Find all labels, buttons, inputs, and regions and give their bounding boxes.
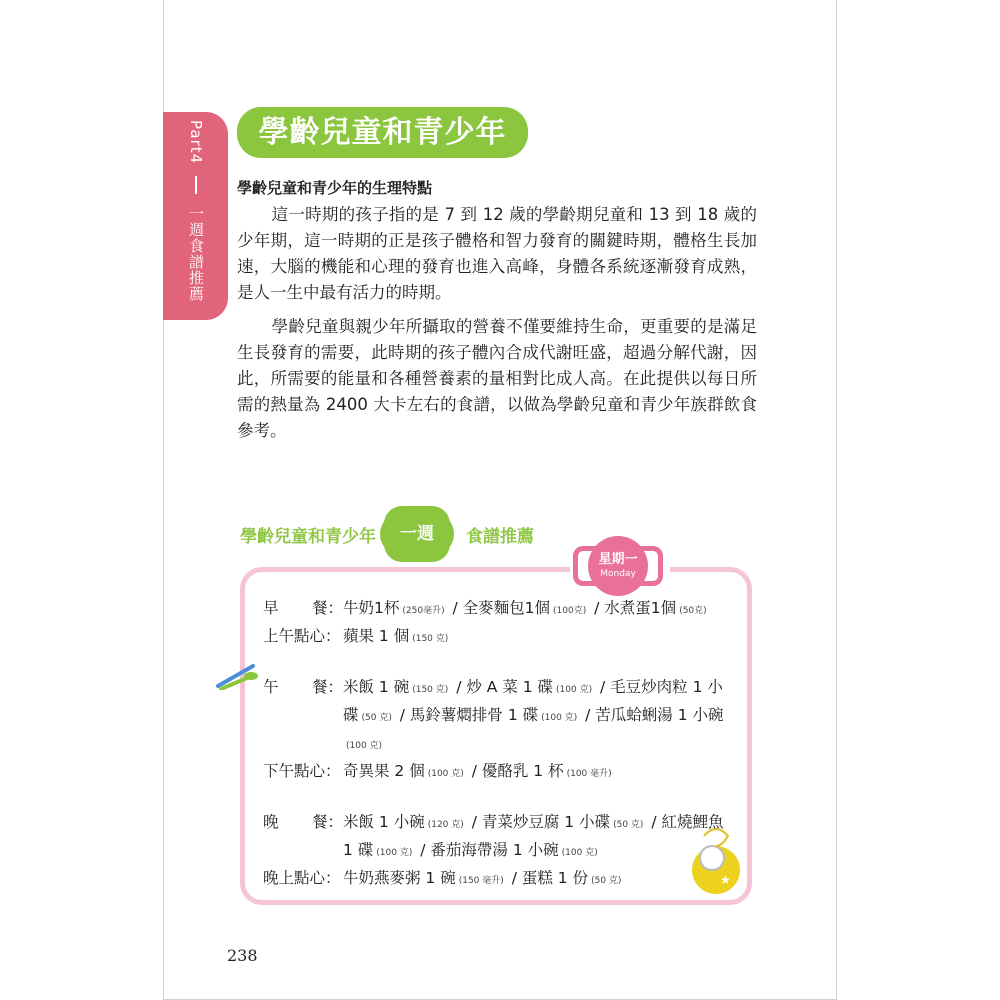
food-item: 奇異果 2 個 (343, 762, 425, 780)
meal-items (343, 759, 738, 787)
day-zh: 星期一 (598, 552, 638, 567)
meal-label-part: 早 (263, 599, 279, 617)
food-item: 米飯 1 碗 (343, 678, 410, 696)
portion-amount: (100 克) (427, 769, 464, 779)
portion-amount: (100 克) (346, 741, 383, 751)
section-heading: 學齡兒童和青少年的生理特點 (237, 179, 433, 197)
meal-items (343, 675, 738, 759)
meal-row (263, 866, 738, 894)
meal-label-part: 上午點心： (263, 627, 341, 645)
meal-label (263, 624, 343, 652)
meal-label-part: 餐： (311, 813, 343, 831)
portion-amount: (100 克) (376, 848, 413, 858)
food-item: / 毛豆炒肉粒 1 小碟 (343, 678, 723, 724)
meal-label-part: 晚上點心： (263, 869, 341, 887)
day-badge (588, 536, 648, 596)
portion-amount: (250毫升) (402, 606, 445, 616)
food-item: / 馬鈴薯燜排骨 1 碟 (394, 706, 539, 724)
page-number: 238 (227, 946, 258, 965)
menu-heading-post: 食譜推薦 (466, 526, 534, 547)
menu-heading-pre: 學齡兒童和青少年 (240, 526, 376, 547)
portion-amount: (100 克) (541, 713, 578, 723)
meal-row (263, 759, 738, 787)
food-item: / 苦瓜蛤蜊湯 1 小碗 (580, 706, 724, 724)
portion-amount: (100 毫升) (566, 769, 612, 779)
chapter-side-label (186, 120, 207, 302)
meal-label (263, 675, 343, 759)
food-item: 牛奶燕麥粥 1 碗 (343, 869, 456, 887)
portion-amount: (100 克) (561, 848, 598, 858)
meal-label-part: 晚 (263, 813, 279, 831)
portion-amount: (50 克) (361, 713, 392, 723)
portion-amount: (50克) (679, 606, 707, 616)
meal-items (343, 596, 738, 624)
day-en: Monday (600, 569, 636, 579)
meal-label-part: 餐： (311, 678, 343, 696)
meal-row (263, 596, 738, 624)
meal-items (343, 866, 738, 894)
portion-amount: (150 毫升) (458, 876, 504, 886)
meal-label (263, 810, 343, 866)
portion-amount: (150 克) (412, 634, 449, 644)
portion-amount: (50 克) (613, 820, 644, 830)
menu-heading (240, 512, 534, 556)
meal-items (343, 624, 738, 652)
meal-label-part: 午 (263, 678, 279, 696)
food-item: / 蛋糕 1 份 (506, 869, 589, 887)
portion-amount: (150 克) (412, 685, 449, 695)
week-cloud-badge: 一週 (380, 512, 454, 556)
svg-text:★: ★ (720, 873, 731, 887)
divider (195, 176, 197, 194)
meal-row (263, 810, 738, 866)
part-label: Part4 (187, 120, 205, 165)
food-item: / 全麥麵包1個 (447, 599, 551, 617)
section-label: 一週食譜推薦 (187, 205, 205, 302)
food-item: / 優酪乳 1 杯 (466, 762, 564, 780)
food-item: / 紅燒鯉魚 1 碟 (343, 813, 724, 859)
meal-items (343, 810, 738, 866)
portion-amount: (100 克) (556, 685, 593, 695)
portion-amount: (100克) (553, 606, 587, 616)
paragraph: 這一時期的孩子指的是 7 到 12 歲的學齡期兒童和 13 到 18 歲的少年期，這一時期的正是孩子體格和智力發育的關鍵時期，體格生長加速，大腦的機能和心理的發育也進入高峰，身體各系統逐漸發育成熟，是人一生中最有活力的時期。 (237, 205, 757, 302)
meal-label-part: 下午點心： (263, 762, 341, 780)
meal-row (263, 624, 738, 652)
paragraph: 學齡兒童與親少年所攝取的營養不僅要維持生命，更重要的是滿足生長發育的需要，此時期的孩子體內合成代謝旺盛，超過分解代謝，因此，所需要的能量和各種營養素的量相對比成人高。在此提供以每日所需的熱量為 2400 大卡左右的食譜，以做為學齡兒童和青少年族群飲食參考。 (237, 317, 757, 440)
meal-list (263, 596, 738, 894)
meal-label (263, 596, 343, 624)
page-title: 學齡兒童和青少年 (237, 107, 528, 158)
meal-row (263, 675, 738, 759)
food-item: 米飯 1 小碗 (343, 813, 425, 831)
food-item: 蘋果 1 個 (343, 627, 410, 645)
food-item: 牛奶1杯 (343, 599, 400, 617)
food-item: / 青菜炒豆腐 1 小碟 (466, 813, 611, 831)
portion-amount: (50 克) (591, 876, 622, 886)
food-item: / 水煮蛋1個 (589, 599, 677, 617)
meal-label-part: 餐： (311, 599, 343, 617)
fork-spoon-icon (215, 660, 260, 690)
food-item: / 炒 A 菜 1 碟 (451, 678, 554, 696)
portion-amount: (120 克) (427, 820, 464, 830)
meal-label (263, 759, 343, 787)
food-item: / 番茄海帶湯 1 小碗 (415, 841, 559, 859)
meal-label (263, 866, 343, 894)
